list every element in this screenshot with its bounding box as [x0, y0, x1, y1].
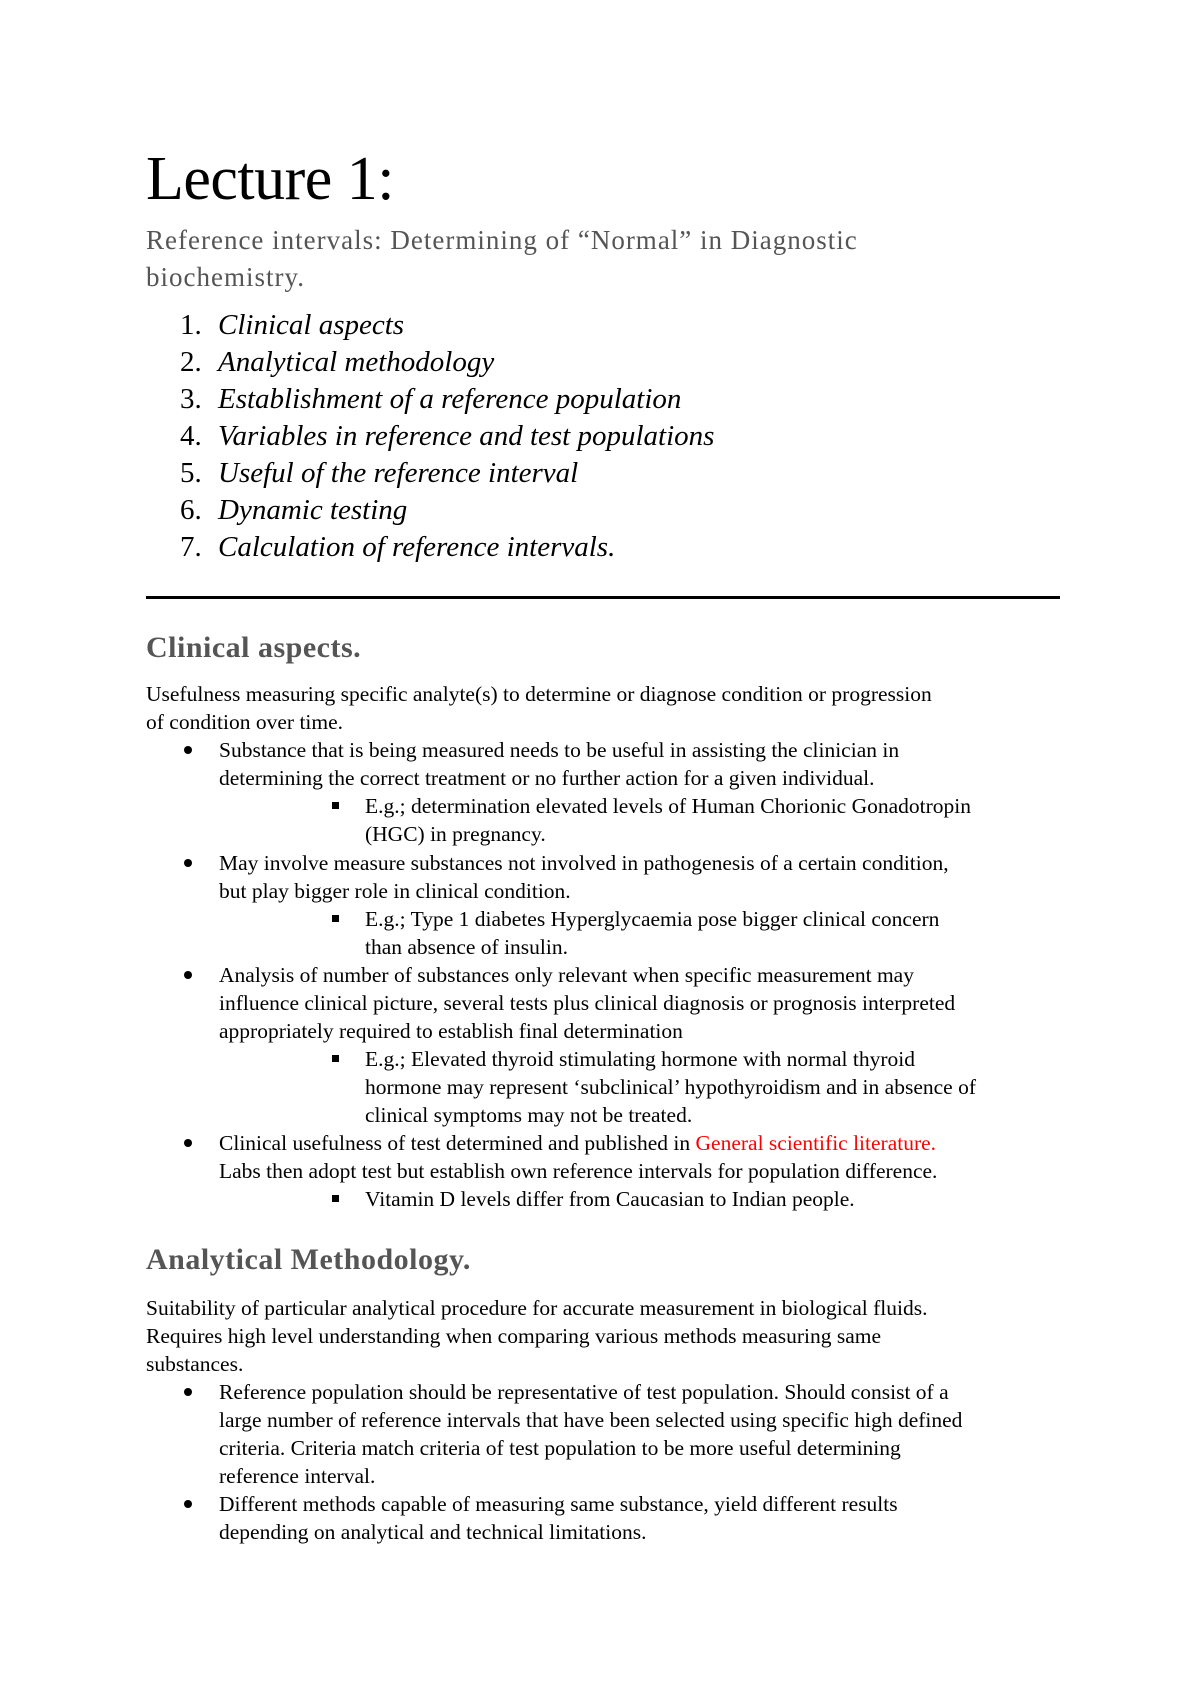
sub-bullet-text: clinical symptoms may not be treated.	[365, 1103, 693, 1127]
bullet-text: Substance that is being measured needs to be useful in assisting the clinician in	[219, 738, 900, 762]
bullet-text: but play bigger role in clinical condition.	[219, 879, 571, 903]
bullet-text: depending on analytical and technical limitations.	[219, 1520, 647, 1544]
sub-bullet-text: E.g.; Elevated thyroid stimulating hormone with normal thyroid	[365, 1047, 915, 1071]
topic-item: 3. Establishment of a reference population	[180, 383, 682, 415]
bullet-text: Analysis of number of substances only relevant when specific measurement may	[219, 963, 914, 987]
square-bullet-icon	[332, 1195, 339, 1202]
bullet-text: determining the correct treatment or no further action for a given individual.	[219, 766, 875, 790]
paragraph-line: Suitability of particular analytical procedure for accurate measurement in biological fluids.	[146, 1296, 928, 1320]
square-bullet-icon	[332, 802, 339, 809]
subtitle-line: Reference intervals: Determining of “Normal” in Diagnostic	[146, 225, 858, 255]
topic-item: 2. Analytical methodology	[180, 346, 495, 378]
bullet-text: reference interval.	[219, 1464, 376, 1488]
bullet-text: Labs then adopt test but establish own reference intervals for population difference.	[219, 1159, 938, 1183]
square-bullet-icon	[332, 1055, 339, 1062]
sub-bullet-text: (HGC) in pregnancy.	[365, 822, 546, 846]
bullet-icon	[184, 746, 192, 754]
bullet-text: appropriately required to establish final determination	[219, 1019, 683, 1043]
sub-bullet-text: E.g.; determination elevated levels of Human Chorionic Gonadotropin	[365, 794, 972, 818]
sub-bullet-text: hormone may represent ‘subclinical’ hypothyroidism and in absence of	[365, 1075, 976, 1099]
paragraph-line: Usefulness measuring specific analyte(s) to determine or diagnose condition or progression	[146, 682, 932, 706]
paragraph-line: Requires high level understanding when comparing various methods measuring same	[146, 1324, 882, 1348]
bullet-text: May involve measure substances not involved in pathogenesis of a certain condition,	[219, 851, 949, 875]
sub-bullet-text: than absence of insulin.	[365, 935, 569, 959]
lecture-title: Lecture 1:	[146, 145, 395, 213]
topic-list	[180, 307, 714, 566]
sub-bullet-text: E.g.; Type 1 diabetes Hyperglycaemia pose bigger clinical concern	[365, 907, 940, 931]
bullet-icon	[184, 1388, 192, 1396]
subtitle-line: biochemistry.	[146, 262, 305, 292]
bullet-text: criteria. Criteria match criteria of test population to be more useful determining	[219, 1436, 901, 1460]
topic-item: 7. Calculation of reference intervals.	[180, 531, 616, 563]
square-bullet-icon	[332, 915, 339, 922]
topic-item: 1. Clinical aspects	[180, 309, 405, 341]
section-heading-analytical-methodology: Analytical Methodology.	[146, 1243, 471, 1276]
paragraph-line: substances.	[146, 1352, 244, 1376]
bullet-text: Clinical usefulness of test determined and published in General scientific literature.	[219, 1131, 937, 1155]
bullet-icon	[184, 859, 192, 867]
scientific-literature-reference: General scientific literature.	[695, 1131, 937, 1155]
section-heading-clinical-aspects: Clinical aspects.	[146, 631, 362, 664]
topic-item: 6. Dynamic testing	[180, 494, 408, 526]
bullet-text: Reference population should be representative of test population. Should consist of a	[219, 1380, 949, 1404]
bullet-text: influence clinical picture, several tests plus clinical diagnosis or prognosis interpreted	[219, 991, 956, 1015]
topic-item: 5. Useful of the reference interval	[180, 457, 579, 489]
bullet-text: Different methods capable of measuring same substance, yield different results	[219, 1492, 898, 1516]
bullet-text: large number of reference intervals that have been selected using specific high defined	[219, 1408, 963, 1432]
paragraph-line: of condition over time.	[146, 710, 344, 734]
lecture-subtitle	[146, 222, 1026, 296]
bullet-icon	[184, 1139, 192, 1147]
bullet-icon	[184, 1500, 192, 1508]
horizontal-divider	[146, 596, 1060, 599]
bullet-icon	[184, 971, 192, 979]
topic-item: 4. Variables in reference and test populations	[180, 420, 715, 452]
sub-bullet-text: Vitamin D levels differ from Caucasian to Indian people.	[365, 1187, 855, 1211]
